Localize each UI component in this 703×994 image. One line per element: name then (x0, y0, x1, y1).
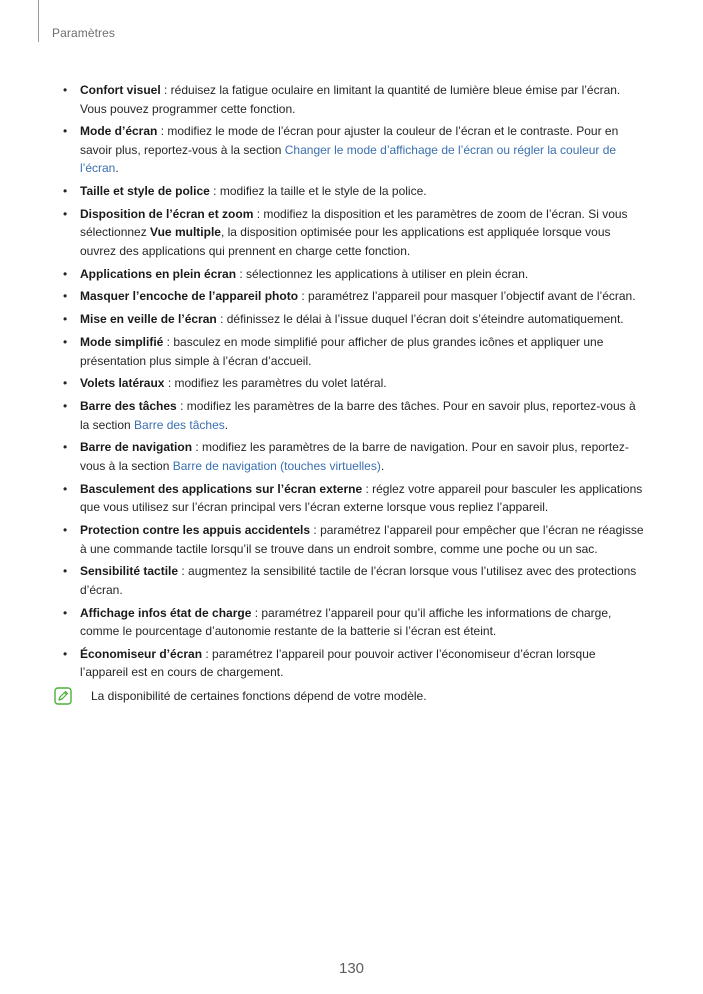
list-item (0, 310, 703, 329)
item-term: Mode d’écran (80, 124, 158, 139)
item-description: : définissez le délai à l’issue duquel l’écran doit s’éteindre automatiquement. (216, 312, 624, 327)
page-header-title: Paramètres (52, 26, 116, 40)
list-item (0, 287, 703, 306)
list-item (0, 645, 703, 682)
item-description: : paramétrez l’appareil pour qu’il affiche les informations de charge, comme le pourcentage d’autonomie restante de la batterie si l’écran est éteint. (80, 605, 612, 639)
item-term: Disposition de l’écran et zoom (80, 206, 254, 221)
bullet-dot: • (63, 564, 68, 579)
item-term: Mode simplifié (80, 335, 164, 350)
item-term: Protection contre les appuis accidentels (80, 523, 311, 538)
item-description: : sélectionnez les applications à utiliser en plein écran. (236, 266, 529, 281)
item-term: Barre des tâches (80, 399, 177, 414)
bullet-dot: • (63, 266, 68, 281)
list-item (0, 438, 703, 475)
item-description: : modifiez les paramètres du volet latéral. (164, 376, 387, 391)
list-item (0, 81, 703, 118)
bullet-list (0, 81, 703, 682)
settings-description-list (0, 81, 703, 708)
list-item (0, 562, 703, 599)
bullet-dot: • (63, 312, 68, 327)
item-term: Applications en plein écran (80, 266, 237, 281)
bullet-dot: • (63, 399, 68, 414)
bullet-dot: • (63, 605, 68, 620)
item-description: : modifiez les paramètres de la barre de navigation. Pour en savoir plus, reportez-vous à la section (80, 440, 629, 473)
list-item (0, 521, 703, 558)
list-item (0, 182, 703, 201)
note-text: La disponibilité de certaines fonctions dépend de votre modèle. (91, 689, 427, 704)
item-term: Confort visuel (80, 83, 161, 97)
item-description: : réglez votre appareil pour basculer les applications que vous utilisez sur l’écran principal vers l’écran externe lorsque vous repliez l’appareil. (80, 481, 643, 515)
item-term: Sensibilité tactile (80, 564, 179, 579)
item-description: : paramétrez l’appareil pour empêcher que l’écran ne réagisse à une commande tactile lorsqu’il se trouve dans un endroit sombre, comme une poche ou un sac. (80, 523, 644, 556)
item-description: : réduisez la fatigue oculaire en limitant la quantité de lumière bleue émise par l’écran. Vous pouvez programmer cette fonction. (80, 83, 621, 116)
item-description: : basculez en mode simplifié pour afficher de plus grandes icônes et appliquer une présentation plus simple à l’écran d’accueil. (80, 335, 604, 368)
bullet-dot: • (63, 335, 68, 350)
item-description: : paramétrez l’appareil pour pouvoir activer l’économiseur d’écran lorsque l’appareil est en cours de chargement. (80, 646, 596, 680)
bullet-dot: • (63, 206, 68, 221)
item-description: : augmentez la sensibilité tactile de l’écran lorsque vous l’utilisez avec des protections d’écran. (80, 564, 637, 597)
section-link[interactable]: Barre de navigation (touches virtuelles) (172, 458, 381, 473)
item-term: Barre de navigation (80, 440, 193, 455)
item-description-end: . (115, 161, 119, 176)
bullet-dot: • (63, 523, 68, 538)
bullet-dot: • (63, 481, 68, 496)
bullet-dot: • (63, 83, 68, 97)
pencil-note-icon (54, 687, 72, 705)
item-description: : modifiez la disposition et les paramètres de zoom de l’écran. Si vous sélectionnez (80, 206, 628, 240)
item-term: Basculement des applications sur l’écran externe (80, 481, 363, 496)
page-number: 130 (338, 960, 365, 977)
item-description: : paramétrez l’appareil pour masquer l’objectif avant de l’écran. (298, 289, 636, 304)
bullet-dot: • (63, 184, 68, 199)
bullet-dot: • (63, 124, 68, 139)
item-description: : modifiez le mode de l’écran pour ajuster la couleur de l’écran et le contraste. Pour en savoir plus, reportez-vous à la section (80, 124, 619, 157)
bullet-dot: • (63, 289, 68, 304)
list-item (0, 205, 703, 261)
item-description-end: . (380, 458, 385, 473)
bullet-dot: • (63, 440, 68, 455)
item-term: Taille et style de police (80, 184, 210, 199)
section-link[interactable]: Barre des tâches (134, 417, 225, 432)
bullet-dot: • (63, 376, 68, 391)
item-description-end: . (224, 417, 229, 432)
item-term: Économiseur d’écran (80, 646, 203, 661)
item-description-end: , la disposition optimisée pour les applications est appliquée lorsque vous ouvrez des applications qui prennent en charge cette fonction. (80, 225, 611, 258)
item-term: Masquer l’encoche de l’appareil photo (80, 289, 299, 304)
list-item (0, 397, 703, 434)
availability-note (0, 686, 703, 708)
item-term: Affichage infos état de charge (80, 605, 252, 620)
item-description: : modifiez la taille et le style de la police. (209, 184, 427, 199)
header-divider (38, 0, 39, 42)
bullet-dot: • (63, 646, 68, 661)
item-term: Volets latéraux (80, 376, 165, 391)
list-item (0, 480, 703, 517)
section-link[interactable]: Changer le mode d’affichage de l’écran ou régler la couleur de l’écran (80, 142, 617, 176)
list-item (0, 604, 703, 641)
item-term: Mise en veille de l’écran (80, 312, 217, 327)
item-description: : modifiez les paramètres de la barre des tâches. Pour en savoir plus, reportez-vous à la section (80, 399, 636, 432)
list-item (0, 265, 703, 284)
inline-option-name: Vue multiple (150, 225, 221, 240)
list-item (0, 374, 703, 393)
list-item (0, 122, 703, 178)
list-item (0, 333, 703, 370)
